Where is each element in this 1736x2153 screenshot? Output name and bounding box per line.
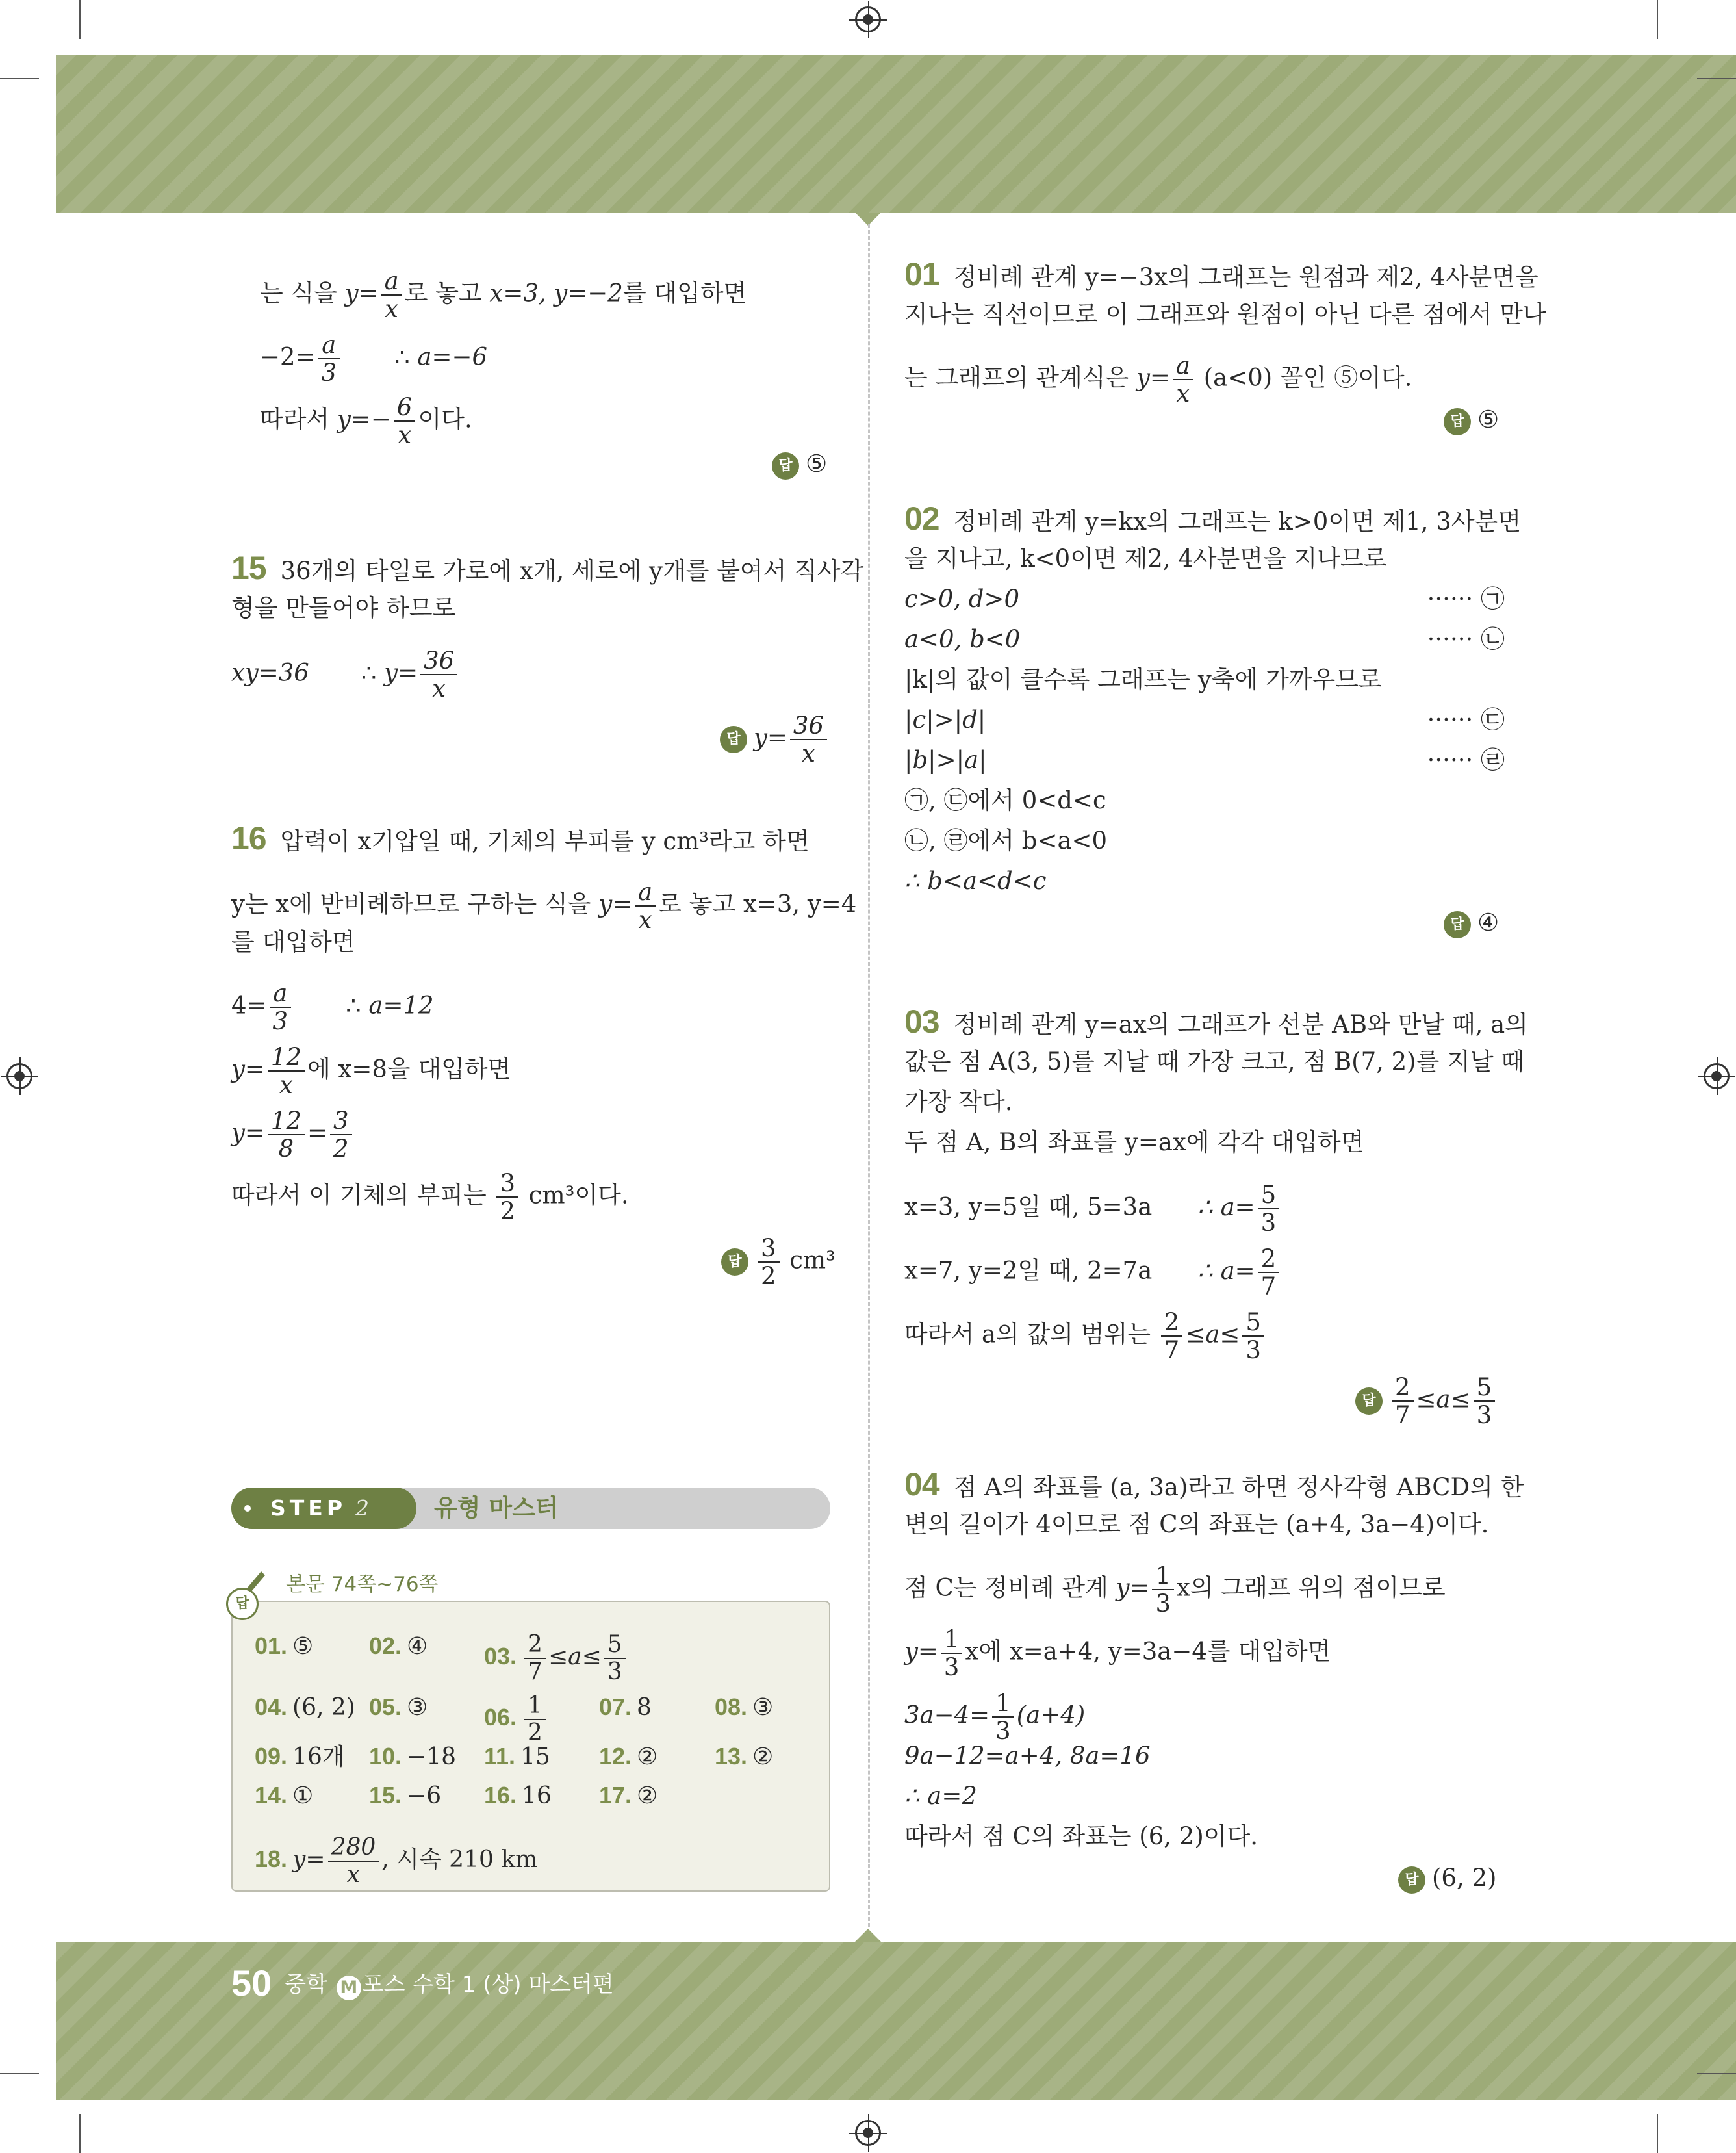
registration-mark-icon [855, 2120, 881, 2146]
cont-line-2 [260, 331, 487, 386]
answer-badge: 답 [720, 726, 747, 753]
math: |c|>|d| [904, 706, 986, 734]
problem-01-line-1 [904, 256, 1538, 292]
crop-mark [1697, 78, 1736, 79]
book-title: 포스 수학 1 (상) 마스터편 [362, 1972, 614, 1998]
text: 를 대입하면 [622, 279, 747, 307]
problem-number: 01 [904, 256, 939, 292]
math: a=12 [368, 991, 434, 1020]
fraction: $\frac{a}{3}$ [318, 331, 340, 386]
fraction: $\frac{36}{x}$ [790, 712, 827, 767]
problem-04-line-6 [904, 1742, 1151, 1770]
problem-16-line-5 [231, 1044, 511, 1098]
text: ㉠, ㉢에서 0<d<c [904, 786, 1106, 814]
text: x에 x=a+4, y=3a−4를 대입하면 [965, 1637, 1331, 1666]
fraction: $\frac{2}{7}$ [1392, 1374, 1414, 1428]
step-number: 2 [355, 1495, 374, 1521]
answer-item: 06. $\frac{1}{2}$ [484, 1693, 548, 1746]
problem-02-line-5 [904, 665, 1382, 694]
fraction: $\frac{5}{3}$ [1474, 1374, 1496, 1428]
answer-badge: 답 [1398, 1866, 1425, 1894]
answer-item: 05. ③ [369, 1694, 428, 1721]
registration-mark-icon [6, 1063, 32, 1089]
math: a=−6 [417, 342, 488, 371]
text: 변의 길이가 4이므로 점 C의 좌표는 (a+4, 3a−4)이다. [904, 1510, 1489, 1538]
answer-item: 17. ② [599, 1782, 658, 1809]
answer-item: 01. ⑤ [255, 1632, 314, 1660]
answer-item: 13. ② [715, 1743, 774, 1770]
cont-line-1 [260, 268, 747, 322]
math: 3a−4= [904, 1701, 990, 1729]
answer-item: 10. −18 [369, 1743, 457, 1770]
text: 는 식을 [260, 279, 345, 307]
answer-badge: 답 [772, 452, 799, 480]
problem-02-line-8 [904, 786, 1106, 815]
answer-badge: 답 [1444, 911, 1471, 938]
footer-notch [855, 1929, 881, 1942]
fraction: $\frac{5}{3}$ [1258, 1181, 1280, 1236]
equation-tag: ······ ㉣ [1427, 746, 1505, 774]
answer-value: ⑤ [1477, 406, 1500, 433]
crop-mark [79, 2114, 81, 2153]
fraction: $\frac{a}{3}$ [270, 980, 292, 1035]
problem-03-line-5 [904, 1181, 1282, 1236]
answer-item: 16. 16 [484, 1782, 552, 1809]
answer-badge: 답 [1444, 408, 1471, 435]
column-divider [868, 224, 870, 1927]
registration-mark-icon [855, 6, 881, 32]
problem-16-line-6 [231, 1107, 355, 1162]
answer-value: y= [754, 723, 787, 752]
fraction: $\frac{3}{2}$ [330, 1107, 352, 1162]
problem-16-line-4 [231, 980, 434, 1035]
cont-line-3 [260, 394, 472, 448]
fraction: $\frac{3}{2}$ [496, 1170, 518, 1224]
math: ≤a≤ [1185, 1320, 1240, 1348]
answer-value: ≤a≤ [1416, 1385, 1471, 1413]
math: y= [598, 890, 633, 918]
problem-04-line-5 [904, 1690, 1085, 1744]
math: = [307, 1118, 328, 1147]
problem-02-line-10 [904, 867, 1046, 896]
therefore: ∴ [361, 658, 385, 687]
page-number: 50 [231, 1963, 272, 2004]
answer-04 [1398, 1864, 1496, 1894]
problem-number: 15 [231, 550, 266, 586]
problem-15-line-3 [231, 647, 460, 702]
math: x=3, y=−2 [489, 279, 623, 307]
math: (a+4) [1016, 1701, 1086, 1729]
problem-01-line-3 [904, 352, 1412, 407]
header-notch [855, 213, 881, 226]
answer-value: (6, 2) [1432, 1864, 1497, 1892]
answer-item: 09. 16개 [255, 1743, 345, 1770]
answer-item: 07. 8 [599, 1694, 652, 1721]
problem-02-line-1 [904, 500, 1522, 537]
fraction: $\frac{a}{x}$ [635, 879, 656, 933]
problem-02-line-9 [904, 827, 1107, 855]
crop-mark [1697, 2073, 1736, 2074]
fraction: $\frac{1}{2}$ [524, 1693, 546, 1746]
page-reference: 본문 74쪽~76쪽 [286, 1573, 439, 1596]
answer-value: ④ [1477, 909, 1500, 936]
problem-16-line-1 [231, 820, 810, 857]
footer [231, 1964, 614, 2007]
answer-16 [721, 1235, 836, 1289]
answer-01 [1444, 406, 1499, 435]
math: −2= [260, 342, 316, 371]
math: xy=36 [231, 658, 309, 687]
m-logo-icon: M [337, 1976, 361, 2000]
math: 9a−12=a+4, 8a=16 [904, 1742, 1151, 1770]
text: 이다. [418, 405, 472, 433]
registration-mark-icon [1704, 1063, 1730, 1089]
math: y= [384, 658, 418, 687]
text: x=7, y=2일 때, 2=7a [904, 1256, 1153, 1285]
problem-16-line-2 [231, 879, 856, 933]
header-band [56, 55, 1736, 213]
problem-04-line-1 [904, 1466, 1524, 1502]
answer-item: 02. ④ [369, 1632, 428, 1660]
fraction: $\frac{1}{3}$ [1152, 1562, 1174, 1617]
problem-15-line-1 [231, 550, 864, 586]
answer-item: 15. −6 [369, 1782, 442, 1809]
fraction: $\frac{2}{7}$ [1258, 1245, 1280, 1300]
crop-mark [0, 2073, 39, 2074]
fraction: $\frac{1}{3}$ [941, 1626, 963, 1681]
fraction: $\frac{1}{3}$ [992, 1690, 1014, 1744]
text: 를 대입하면 [231, 928, 355, 956]
text: 에 x=8을 대입하면 [307, 1055, 511, 1083]
step-text: STEP [270, 1495, 347, 1521]
math: ∴ a= [1197, 1193, 1255, 1221]
problem-02-line-6 [904, 706, 1505, 734]
text: 따라서 [260, 405, 337, 433]
crop-mark [0, 78, 39, 79]
problem-03-line-7 [904, 1309, 1267, 1363]
crop-mark [79, 0, 81, 39]
text: 따라서 점 C의 좌표는 (6, 2)이다. [904, 1822, 1258, 1850]
problem-02-line-7 [904, 746, 1505, 775]
math: a<0, b<0 [904, 625, 1021, 653]
step-header [231, 1488, 830, 1529]
text: 점 A의 좌표를 (a, 3a)라고 하면 정사각형 ABCD의 한 [953, 1473, 1524, 1501]
fraction: $\frac{3}{2}$ [758, 1235, 780, 1289]
text: (a<0) 꼴인 ⑤이다. [1195, 363, 1412, 392]
answer-item: 12. ② [599, 1743, 658, 1770]
text: 정비례 관계 y=ax의 그래프가 선분 AB와 만날 때, a의 [953, 1011, 1528, 1038]
fraction: $\frac{36}{x}$ [420, 647, 457, 702]
text: ㉡, ㉣에서 b<a<0 [904, 827, 1108, 855]
text: 따라서 a의 값의 범위는 [904, 1320, 1158, 1348]
answer-14 [772, 450, 827, 480]
answer-item: 18. y= $\frac{280}{x}$ , 시속 210 km [255, 1834, 538, 1888]
problem-number: 16 [231, 820, 266, 857]
crop-mark [1657, 0, 1658, 39]
text: 정비례 관계 y=−3x의 그래프는 원점과 제2, 4사분면을 [953, 263, 1538, 291]
answer-item: 08. ③ [715, 1694, 774, 1721]
equation-tag: ······ ㉢ [1427, 706, 1505, 734]
answer-value: cm³ [782, 1246, 836, 1274]
math: y= [231, 1118, 265, 1147]
text: 점 C는 정비례 관계 [904, 1573, 1116, 1602]
crop-mark [1657, 2114, 1658, 2153]
problem-04-line-3 [904, 1562, 1446, 1617]
step-title: 유형 마스터 [434, 1494, 559, 1522]
problem-04-line-8 [904, 1822, 1258, 1851]
fraction: $\frac{2}{7}$ [524, 1632, 546, 1685]
math: y= [344, 279, 379, 307]
answer-item: 03. $\frac{2}{7}$ ≤a≤ $\frac{5}{3}$ [484, 1632, 628, 1685]
answer-key-badge: 답 [226, 1588, 259, 1620]
math: y= [231, 1055, 265, 1083]
problem-15-line-2 [231, 594, 455, 623]
text: 36개의 타일로 가로에 x개, 세로에 y개를 붙여서 직사각 [280, 557, 864, 585]
equation-tag: ······ ㉡ [1427, 625, 1505, 653]
problem-number: 04 [904, 1466, 939, 1502]
text: cm³이다. [521, 1181, 629, 1209]
fraction: $\frac{6}{x}$ [394, 394, 416, 448]
text: 정비례 관계 y=kx의 그래프는 k>0이면 제1, 3사분면 [953, 508, 1522, 535]
answer-15 [720, 712, 830, 767]
problem-number: 03 [904, 1003, 939, 1040]
problem-03-line-3 [904, 1088, 1013, 1116]
text: x=3, y=5일 때, 5=3a [904, 1193, 1153, 1221]
text: x의 그래프 위의 점이므로 [1177, 1573, 1446, 1602]
problem-02-line-2 [904, 545, 1387, 573]
text: 로 놓고 [404, 279, 490, 307]
answer-item: 11. 15 [484, 1743, 550, 1770]
text: 형을 만들어야 하므로 [231, 594, 456, 622]
math: y= [1116, 1573, 1150, 1602]
problem-02-line-3 [904, 585, 1505, 613]
problem-16-line-3 [231, 928, 355, 957]
fraction: $\frac{12}{8}$ [268, 1107, 305, 1162]
answer-badge: 답 [1355, 1387, 1383, 1415]
answer-03 [1355, 1374, 1498, 1428]
fraction: $\frac{a}{x}$ [381, 268, 402, 322]
problem-16-line-7 [231, 1170, 629, 1224]
text: 을 지나고, k<0이면 제2, 4사분면을 지나므로 [904, 545, 1387, 573]
equation-tag: ······ ㉠ [1427, 585, 1505, 613]
math: c>0, d>0 [904, 585, 1020, 613]
math: y=− [337, 405, 391, 433]
text: 가장 작다. [904, 1088, 1013, 1116]
text: 값은 점 A(3, 5)를 지날 때 가장 크고, 점 B(7, 2)를 지날 때 [904, 1048, 1525, 1076]
answer-value: ⑤ [806, 450, 828, 478]
problem-02-line-4 [904, 625, 1505, 654]
math: ∴ b<a<d<c [904, 867, 1047, 895]
math: y= [904, 1637, 938, 1666]
answer-badge: 답 [721, 1248, 748, 1276]
problem-03-line-6 [904, 1245, 1282, 1300]
problem-03-line-1 [904, 1003, 1528, 1040]
text: 두 점 A, B의 좌표를 y=ax에 각각 대입하면 [904, 1128, 1364, 1156]
text: y는 x에 반비례하므로 구하는 식을 [231, 890, 599, 918]
fraction: $\frac{12}{x}$ [268, 1044, 305, 1098]
math: y= [1136, 363, 1170, 392]
text: 는 그래프의 관계식은 [904, 363, 1136, 392]
answer-item: 14. ① [255, 1782, 314, 1809]
text: |k|의 값이 클수록 그래프는 y축에 가까우므로 [904, 665, 1382, 693]
fraction: $\frac{a}{x}$ [1173, 352, 1194, 407]
book-title: 중학 [285, 1972, 327, 1998]
math: ∴ a=2 [904, 1782, 977, 1810]
text: 지나는 직선이므로 이 그래프와 원점이 아닌 다른 점에서 만나 [904, 300, 1546, 328]
math: |b|>|a| [904, 746, 987, 774]
math: ∴ a= [1197, 1256, 1255, 1285]
therefore: ∴ [394, 342, 418, 371]
therefore: ∴ [346, 991, 369, 1020]
text: 로 놓고 x=3, y=4 [658, 890, 857, 918]
problem-03-line-2 [904, 1048, 1524, 1076]
text: 따라서 이 기체의 부피는 [231, 1181, 494, 1209]
fraction: $\frac{280}{x}$ [328, 1835, 379, 1888]
problem-04-line-7 [904, 1782, 977, 1811]
problem-01-line-2 [904, 300, 1546, 329]
answer-02 [1444, 909, 1499, 938]
text: 압력이 x기압일 때, 기체의 부피를 y cm³라고 하면 [280, 827, 810, 855]
problem-number: 02 [904, 500, 939, 537]
problem-04-line-4 [904, 1626, 1331, 1681]
fraction: $\frac{5}{3}$ [1242, 1309, 1264, 1363]
problem-03-line-4 [904, 1128, 1364, 1157]
problem-04-line-2 [904, 1510, 1488, 1539]
step-label [231, 1488, 416, 1529]
fraction: $\frac{5}{3}$ [604, 1632, 626, 1685]
step-dot-icon [244, 1505, 251, 1512]
answer-item: 04. (6, 2) [255, 1694, 355, 1721]
math: 4= [231, 991, 267, 1020]
fraction: $\frac{2}{7}$ [1161, 1309, 1183, 1363]
